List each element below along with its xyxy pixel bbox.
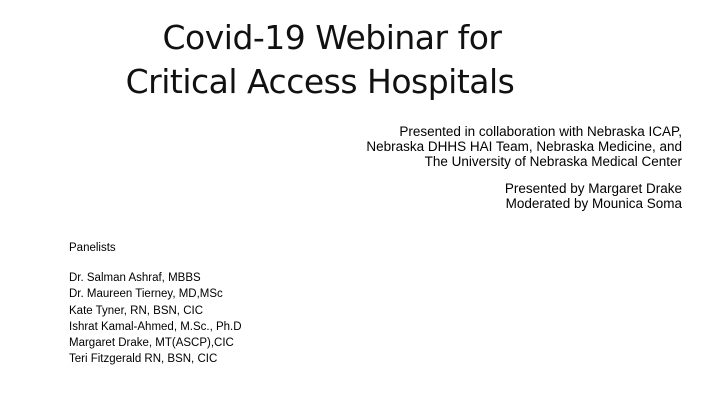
title-line-1: Covid-19 Webinar for (162, 18, 502, 57)
panelists-section (69, 241, 369, 368)
collaboration-line: Presented in collaboration with Nebraska ICAP, (399, 124, 682, 139)
slide-title (0, 16, 640, 104)
presented-by: Presented by Margaret Drake (504, 181, 682, 196)
panelists-list (69, 270, 369, 368)
title-line-2: Critical Access Hospitals (125, 62, 515, 101)
panelist-item: Teri Fitzgerald RN, BSN, CIC (69, 353, 218, 366)
panelists-heading: Panelists (69, 242, 116, 254)
collaboration-line: The University of Nebraska Medical Center (424, 154, 682, 169)
panelist-item: Kate Tyner, RN, BSN, CIC (69, 304, 204, 317)
collaboration-line: Nebraska DHHS HAI Team, Nebraska Medicine, and (366, 139, 682, 154)
moderated-by: Moderated by Mounica Soma (505, 196, 682, 211)
collaboration-text (242, 124, 682, 169)
panelist-item: Dr. Salman Ashraf, MBBS (69, 272, 201, 284)
panelist-item: Dr. Maureen Tierney, MD,MSc (69, 288, 223, 301)
panelist-item: Ishrat Kamal-Ahmed, M.Sc., Ph.D (69, 320, 242, 333)
panelist-item: Margaret Drake, MT(ASCP),CIC (69, 337, 234, 350)
presenter-credits (242, 181, 682, 211)
